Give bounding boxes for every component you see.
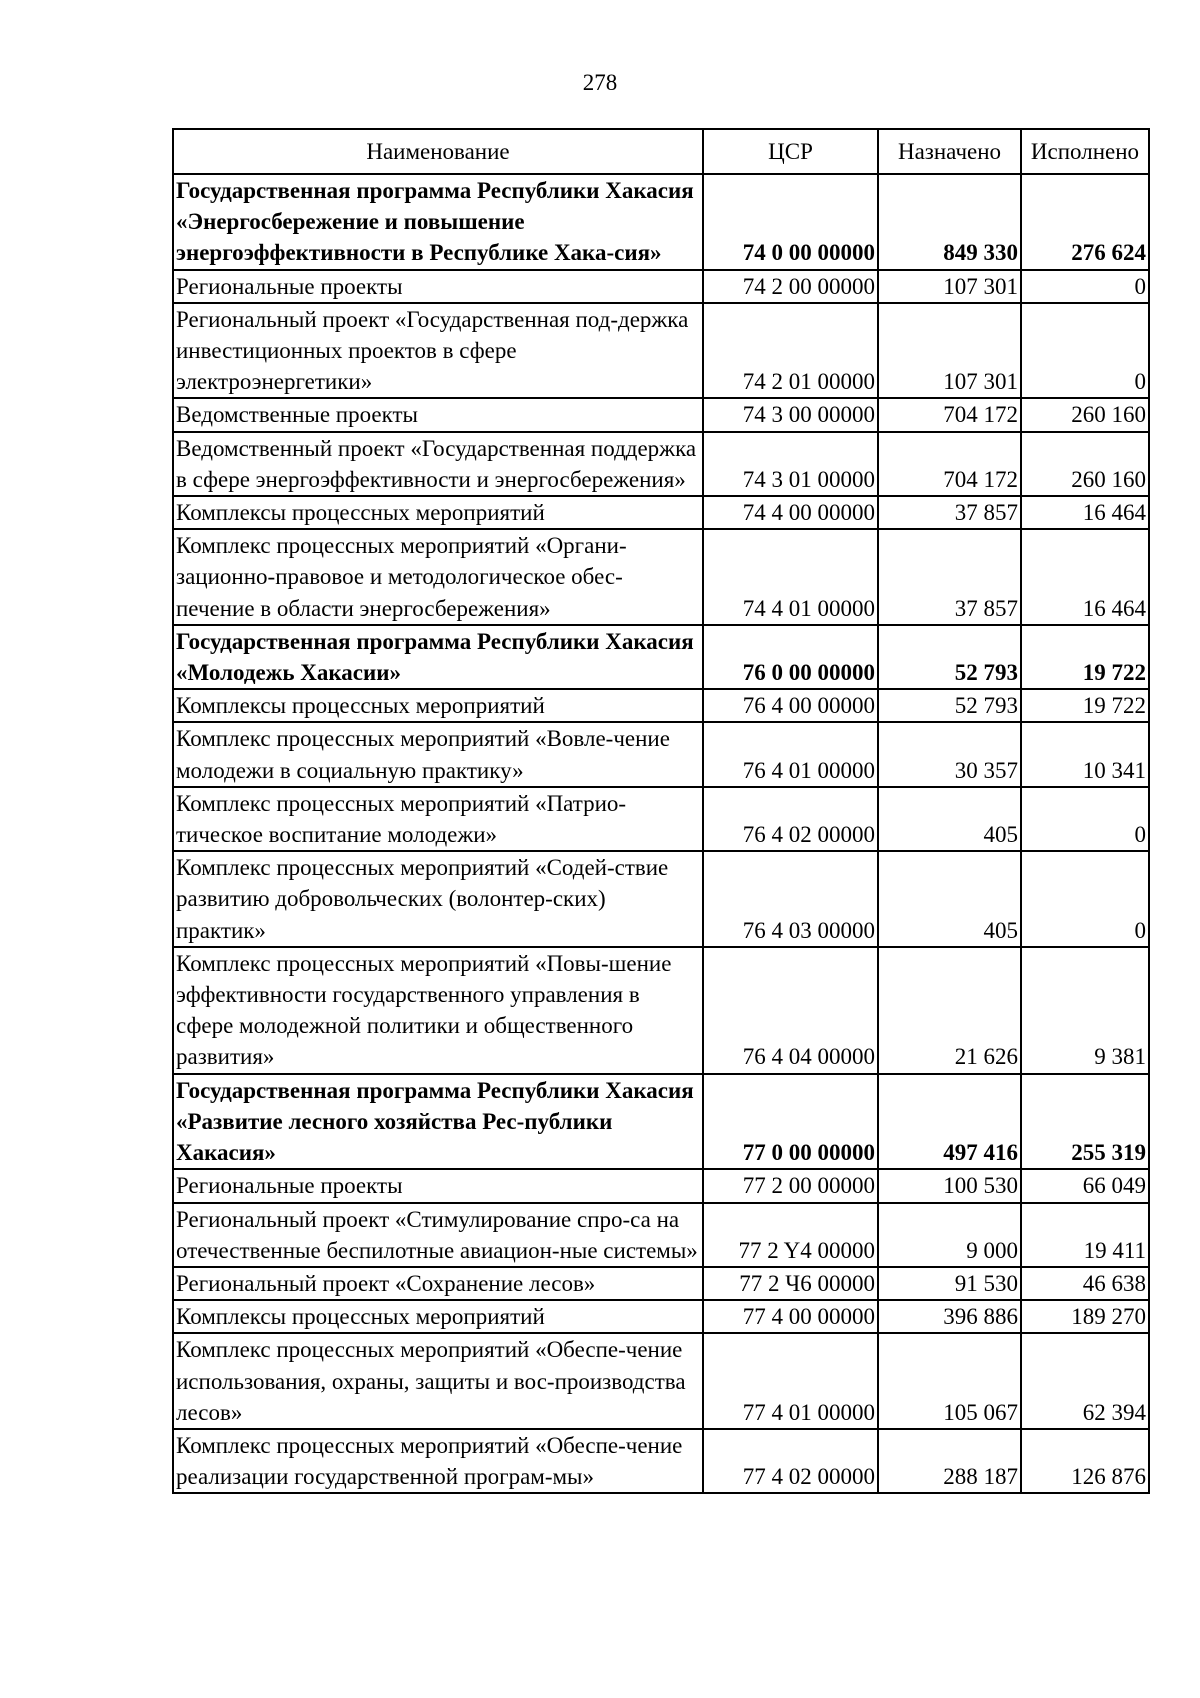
cell-assigned: 91 530 (878, 1267, 1021, 1300)
cell-assigned: 704 172 (878, 432, 1021, 496)
table-body (173, 174, 1149, 1493)
cell-csr: 76 4 03 00000 (703, 851, 878, 947)
cell-executed: 0 (1021, 303, 1149, 399)
cell-assigned: 100 530 (878, 1169, 1021, 1202)
cell-csr: 77 4 01 00000 (703, 1333, 878, 1429)
cell-name: Региональный проект «Сохранение лесов» (173, 1267, 703, 1300)
cell-name: Ведомственные проекты (173, 398, 703, 431)
cell-executed: 189 270 (1021, 1300, 1149, 1333)
cell-csr: 74 2 01 00000 (703, 303, 878, 399)
cell-csr: 77 2 00 00000 (703, 1169, 878, 1202)
cell-csr: 77 4 02 00000 (703, 1429, 878, 1493)
cell-name: Государственная программа Республики Хакасия «Молодежь Хакасии» (173, 625, 703, 689)
table-row (173, 1429, 1149, 1493)
table-row (173, 722, 1149, 786)
cell-assigned: 105 067 (878, 1333, 1021, 1429)
cell-name: Ведомственный проект «Государственная поддержка в сфере энергоэффективности и энергосбережения» (173, 432, 703, 496)
cell-csr: 74 3 01 00000 (703, 432, 878, 496)
header-executed: Исполнено (1021, 129, 1149, 174)
cell-executed: 260 160 (1021, 398, 1149, 431)
cell-executed: 0 (1021, 270, 1149, 303)
cell-csr: 74 4 01 00000 (703, 529, 878, 625)
table-row (173, 625, 1149, 689)
cell-assigned: 849 330 (878, 174, 1021, 270)
cell-assigned: 107 301 (878, 270, 1021, 303)
table-row (173, 1203, 1149, 1267)
table-row (173, 398, 1149, 431)
table-row (173, 689, 1149, 722)
cell-executed: 62 394 (1021, 1333, 1149, 1429)
cell-name: Региональный проект «Государственная под-держка инвестиционных проектов в сфере электроэнергетики» (173, 303, 703, 399)
cell-name: Региональные проекты (173, 1169, 703, 1202)
cell-assigned: 37 857 (878, 496, 1021, 529)
cell-name: Комплекс процессных мероприятий «Повы-шение эффективности государственного управления в сфере молодежной политики и общественного развития» (173, 947, 703, 1074)
header-assigned: Назначено (878, 129, 1021, 174)
cell-executed: 46 638 (1021, 1267, 1149, 1300)
table-row (173, 174, 1149, 270)
table-row (173, 303, 1149, 399)
cell-executed: 66 049 (1021, 1169, 1149, 1202)
cell-name: Государственная программа Республики Хакасия «Энергосбережение и повышение энергоэффективности в Республике Хака-сия» (173, 174, 703, 270)
table-row (173, 432, 1149, 496)
table-row (173, 1333, 1149, 1429)
header-csr: ЦСР (703, 129, 878, 174)
cell-name: Государственная программа Республики Хакасия «Развитие лесного хозяйства Рес-публики Хакасия» (173, 1074, 703, 1170)
cell-assigned: 704 172 (878, 398, 1021, 431)
table-row (173, 787, 1149, 851)
table-row (173, 1074, 1149, 1170)
header-name: Наименование (173, 129, 703, 174)
cell-executed: 0 (1021, 787, 1149, 851)
table-row (173, 1169, 1149, 1202)
table-row (173, 851, 1149, 947)
cell-name: Региональный проект «Стимулирование спро-са на отечественные беспилотные авиацион-ные системы» (173, 1203, 703, 1267)
cell-assigned: 107 301 (878, 303, 1021, 399)
table-row (173, 496, 1149, 529)
cell-name: Комплекс процессных мероприятий «Обеспе-чение реализации государственной програм-мы» (173, 1429, 703, 1493)
cell-csr: 74 2 00 00000 (703, 270, 878, 303)
cell-csr: 77 2 Ч6 00000 (703, 1267, 878, 1300)
cell-assigned: 37 857 (878, 529, 1021, 625)
cell-name: Комплекс процессных мероприятий «Органи-зационно-правовое и методологическое обес-печение в области энергосбережения» (173, 529, 703, 625)
cell-csr: 74 4 00 00000 (703, 496, 878, 529)
table-row (173, 947, 1149, 1074)
cell-name: Комплексы процессных мероприятий (173, 1300, 703, 1333)
table-row (173, 529, 1149, 625)
cell-assigned: 30 357 (878, 722, 1021, 786)
cell-assigned: 405 (878, 787, 1021, 851)
cell-csr: 77 0 00 00000 (703, 1074, 878, 1170)
cell-executed: 260 160 (1021, 432, 1149, 496)
cell-assigned: 497 416 (878, 1074, 1021, 1170)
cell-assigned: 396 886 (878, 1300, 1021, 1333)
cell-csr: 74 0 00 00000 (703, 174, 878, 270)
cell-assigned: 52 793 (878, 625, 1021, 689)
cell-csr: 76 4 02 00000 (703, 787, 878, 851)
cell-csr: 76 4 01 00000 (703, 722, 878, 786)
cell-executed: 19 411 (1021, 1203, 1149, 1267)
table-row (173, 1300, 1149, 1333)
cell-name: Комплекс процессных мероприятий «Вовле-чение молодежи в социальную практику» (173, 722, 703, 786)
cell-csr: 76 4 04 00000 (703, 947, 878, 1074)
cell-executed: 126 876 (1021, 1429, 1149, 1493)
table-row (173, 270, 1149, 303)
cell-name: Комплекс процессных мероприятий «Содей-ствие развитию добровольческих (волонтер-ских) практик» (173, 851, 703, 947)
cell-name: Комплексы процессных мероприятий (173, 496, 703, 529)
page-number: 278 (582, 70, 618, 95)
cell-csr: 76 0 00 00000 (703, 625, 878, 689)
cell-name: Комплекс процессных мероприятий «Обеспе-чение использования, охраны, защиты и вос-производства лесов» (173, 1333, 703, 1429)
cell-name: Комплекс процессных мероприятий «Патрио-тическое воспитание молодежи» (173, 787, 703, 851)
table-header-row (173, 129, 1149, 174)
cell-executed: 0 (1021, 851, 1149, 947)
cell-assigned: 21 626 (878, 947, 1021, 1074)
cell-executed: 9 381 (1021, 947, 1149, 1074)
budget-execution-table (172, 128, 1150, 1494)
cell-name: Региональные проекты (173, 270, 703, 303)
cell-executed: 19 722 (1021, 689, 1149, 722)
cell-executed: 10 341 (1021, 722, 1149, 786)
cell-assigned: 405 (878, 851, 1021, 947)
cell-assigned: 52 793 (878, 689, 1021, 722)
cell-executed: 16 464 (1021, 529, 1149, 625)
cell-csr: 74 3 00 00000 (703, 398, 878, 431)
cell-name: Комплексы процессных мероприятий (173, 689, 703, 722)
cell-csr: 76 4 00 00000 (703, 689, 878, 722)
cell-csr: 77 4 00 00000 (703, 1300, 878, 1333)
cell-csr: 77 2 Y4 00000 (703, 1203, 878, 1267)
cell-executed: 276 624 (1021, 174, 1149, 270)
cell-executed: 16 464 (1021, 496, 1149, 529)
cell-assigned: 288 187 (878, 1429, 1021, 1493)
cell-executed: 19 722 (1021, 625, 1149, 689)
cell-executed: 255 319 (1021, 1074, 1149, 1170)
cell-assigned: 9 000 (878, 1203, 1021, 1267)
table-row (173, 1267, 1149, 1300)
